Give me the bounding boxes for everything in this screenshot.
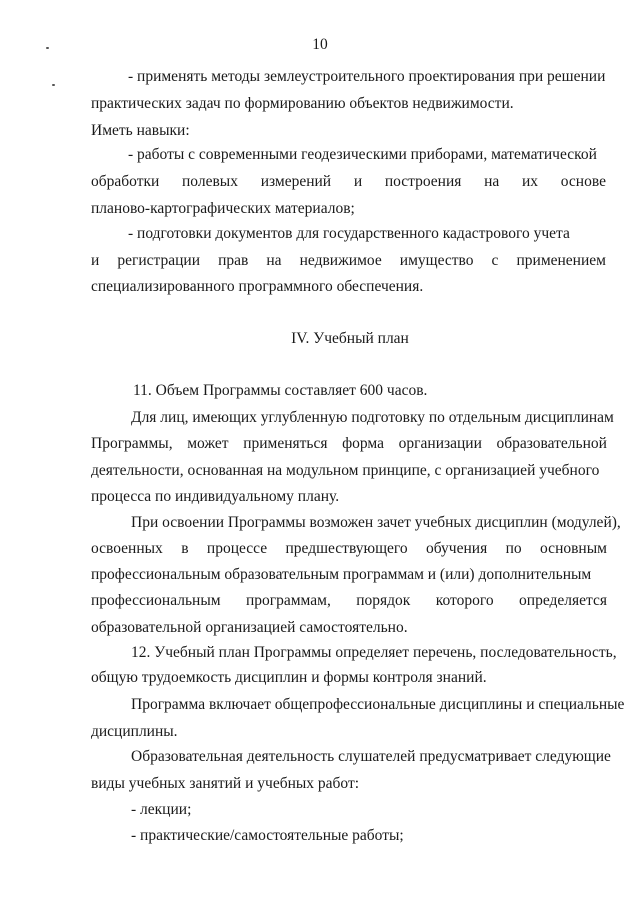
word: может xyxy=(187,435,229,452)
word: процессе xyxy=(206,540,268,557)
paragraph-3-line-2 xyxy=(91,251,606,271)
word: с xyxy=(491,252,499,269)
paragraph-2-line-3: планово-картографических материалов; xyxy=(91,200,355,217)
paragraph-1-line-2: практических задач по формированию объектов недвижимости. xyxy=(91,95,514,112)
paragraph-4-line-4: процесса по индивидуальному плану. xyxy=(91,488,340,505)
paragraph-4-line-1: Для лиц, имеющих углубленную подготовку по отдельным дисциплинам xyxy=(131,409,614,426)
word: и xyxy=(353,173,363,190)
word: освоенных xyxy=(91,540,163,557)
word: по xyxy=(505,540,522,557)
word: порядок xyxy=(356,592,411,609)
word: применением xyxy=(516,252,606,269)
word: которого xyxy=(435,592,494,609)
word: основным xyxy=(540,540,607,557)
word: недвижимое xyxy=(299,252,382,269)
word: обучения xyxy=(426,540,488,557)
word: имущество xyxy=(399,252,474,269)
word: полевых xyxy=(182,173,238,190)
word: и xyxy=(91,252,100,269)
page-number: 10 xyxy=(312,36,328,53)
list-item: - лекции; xyxy=(131,801,192,818)
word: обработки xyxy=(91,173,160,190)
word: их xyxy=(522,173,539,190)
word: форма xyxy=(342,435,385,452)
paragraph-7-line-1: Образовательная деятельность слушателей предусматривает следующие xyxy=(131,748,611,765)
word: в xyxy=(181,540,189,557)
item-11: 11. Объем Программы составляет 600 часов. xyxy=(133,382,428,399)
word: программам, xyxy=(245,592,331,609)
paragraph-2-line-2 xyxy=(91,172,606,192)
paragraph-2-line-1: - работы с современными геодезическими приборами, математической xyxy=(128,146,597,163)
paragraph-5-line-5: образовательной организацией самостоятельно. xyxy=(91,619,408,636)
paragraph-6-line-2: дисциплины. xyxy=(91,723,178,740)
paragraph-5-line-1: При освоении Программы возможен зачет учебных дисциплин (модулей), xyxy=(131,514,621,531)
list-item: - практические/самостоятельные работы; xyxy=(131,827,404,844)
word: основе xyxy=(560,173,606,190)
word: организации xyxy=(398,435,482,452)
paragraph-4-line-3: деятельности, основанная на модульном принципе, с организацией учебного xyxy=(91,462,600,479)
paragraph-3-line-3: специализированного программного обеспечения. xyxy=(91,278,424,295)
paragraph-3-line-1: - подготовки документов для государственного кадастрового учета xyxy=(128,225,570,242)
scan-speck xyxy=(52,84,55,86)
word: образовательной xyxy=(496,435,607,452)
paragraph-6-line-1: Программа включает общепрофессиональные дисциплины и специальные xyxy=(131,696,625,713)
skills-label: Иметь навыки: xyxy=(91,122,190,139)
paragraph-5-line-3: профессиональным образовательным программам и (или) дополнительным xyxy=(91,566,592,583)
item-12-line-2: общую трудоемкость дисциплин и формы контроля знаний. xyxy=(91,669,487,686)
word: применяться xyxy=(243,435,328,452)
section-heading: IV. Учебный план xyxy=(291,330,409,347)
word: регистрации xyxy=(117,252,200,269)
word: определяется xyxy=(519,592,607,609)
word: Программы, xyxy=(91,435,173,452)
word: на xyxy=(266,252,282,269)
word: предшествующего xyxy=(285,540,408,557)
paragraph-1-line-1: - применять методы землеустроительного проектирования при решении xyxy=(128,68,606,85)
word: профессиональным xyxy=(91,592,221,609)
word: измерений xyxy=(260,173,332,190)
paragraph-5-line-2 xyxy=(91,539,607,559)
paragraph-4-line-2 xyxy=(91,434,607,454)
item-12-line-1: 12. Учебный план Программы определяет перечень, последовательность, xyxy=(131,644,617,661)
word: на xyxy=(484,173,500,190)
paragraph-5-line-4 xyxy=(91,591,607,611)
paragraph-7-line-2: виды учебных занятий и учебных работ: xyxy=(91,775,360,792)
word: построения xyxy=(384,173,462,190)
word: прав xyxy=(218,252,249,269)
